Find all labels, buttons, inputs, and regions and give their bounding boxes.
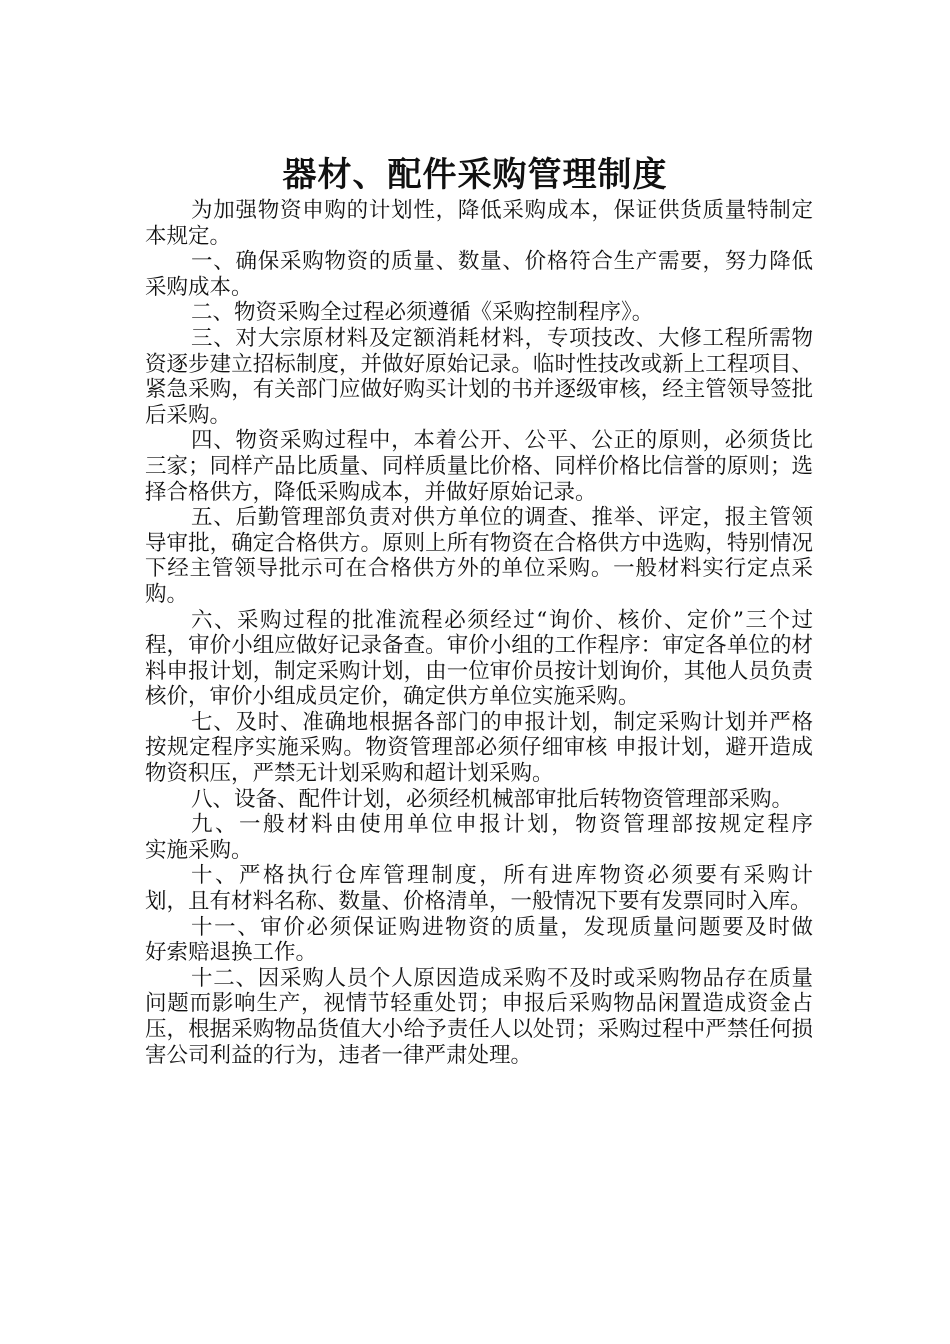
paragraph-clause-2: 二、物资采购全过程必须遵循《采购控制程序》。 (191, 300, 654, 326)
paragraph-clause-7: 七、及时、准确地根据各部门的申报计划，制定采购计划并严格按规定程序实施采购。物资管理部必须仔细审核 申报计划，避开造成物资积压，严禁无计划采购和超计划采购。 (145, 709, 813, 787)
paragraph-clause-4: 四、物资采购过程中，本着公开、公平、公正的原则，必须货比三家；同样产品比质量、同样质量比价格、同样价格比信誉的原则；选择合格供方，降低采购成本，并做好原始记录。 (145, 428, 813, 505)
paragraph-clause-8: 八、设备、配件计划，必须经机械部审批后转物资管理部采购。 (191, 786, 794, 812)
paragraph-clause-1: 一、确保采购物资的质量、数量、价格符合生产需要，努力降低采购成本。 (145, 249, 813, 300)
paragraph-clause-5: 五、后勤管理部负责对供方单位的调查、推举、评定，报主管领导审批，确定合格供方。原则上所有物资在合格供方中选购，特别情况下经主管领导批示可在合格供方外的单位采购。一般材料实行定点采购。 (145, 505, 813, 607)
paragraph-clause-12: 十二、因采购人员个人原因造成采购不及时或采购物品存在质量问题而影响生产，视情节轻重处罚；申报后采购物品闲置造成资金占压，根据采购物品货值大小给予责任人以处罚；采购过程中严禁任何损害公司利益的行为，违者一律严肃处理。 (145, 965, 813, 1068)
paragraph-clause-9: 九、一般材料由使用单位申报计划，物资管理部按规定程序 实施采购。 (145, 812, 857, 863)
paragraph-clause-10: 十、严格执行仓库管理制度，所有进库物资必须要有采购计 划，且有材料名称、数量、价格清单，一般情况下要有发票同时入库。 (145, 863, 857, 915)
document-body (145, 198, 857, 1068)
paragraph-clause-3: 三、对大宗原材料及定额消耗材料，专项技改、大修工程所需物资逐步建立招标制度，并做好原始记录。临时性技改或新上工程项目、紧急采购，有关部门应做好购买计划的书并逐级审核，经主管领导签批后采购。 (145, 325, 813, 428)
paragraph-clause-6: 六、采购过程的批准流程必须经过“询价、核价、定价”三个过程，审价小组应做好记录备查。审价小组的工作程序：审定各单位的材料申报计划，制定采购计划，由一位审价员按计划询价，其他人员负责核价，审价小组成员定价，确定供方单位实施采购。 (145, 607, 813, 710)
document-title: 器材、配件采购管理制度 (282, 154, 668, 195)
paragraph-intro: 为加强物资申购的计划性，降低采购成本，保证供货质量特制定本规定。 (145, 198, 813, 249)
paragraph-clause-11: 十一、审价必须保证购进物资的质量，发现质量问题要及时做 好索赔退换工作。 (145, 914, 857, 966)
